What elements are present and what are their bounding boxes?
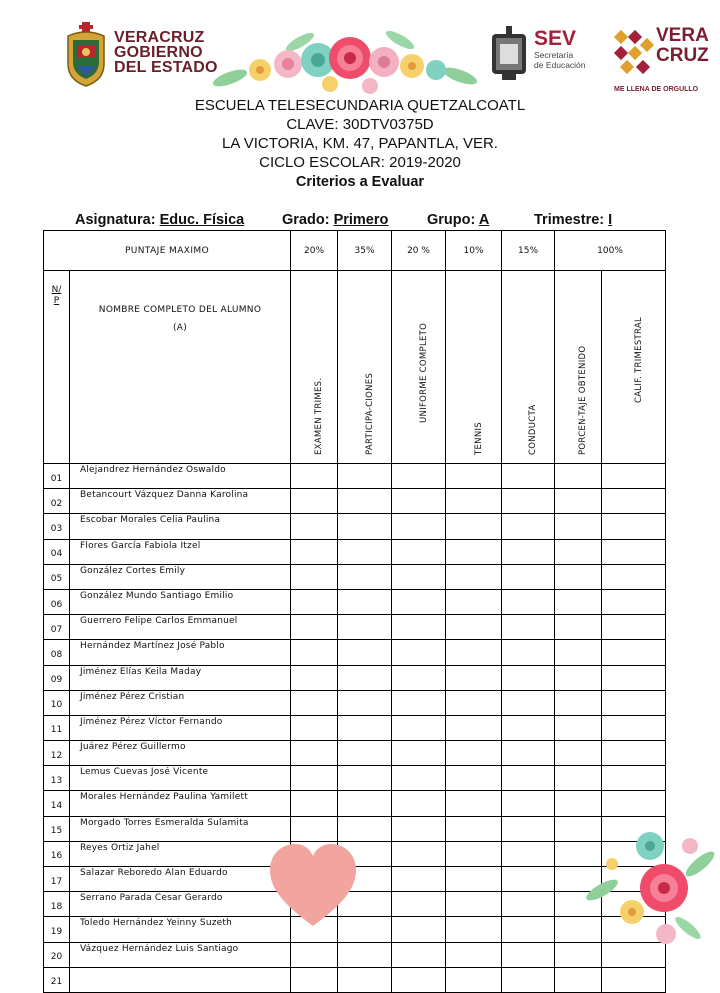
- grade-cell: [602, 766, 666, 791]
- student-number: 05: [44, 564, 70, 589]
- grade-cell: [602, 489, 666, 514]
- grade-cell: [338, 942, 392, 967]
- col-calificacion: CALIF. TRIMESTRAL: [602, 271, 666, 464]
- veracruz-pattern-icon: [612, 28, 656, 78]
- column-header-row: [44, 271, 666, 464]
- student-number: 17: [44, 867, 70, 892]
- government-logo-text: VERACRUZ GOBIERNO DEL ESTADO: [114, 29, 218, 76]
- grade-cell: [502, 539, 555, 564]
- student-number: 03: [44, 514, 70, 539]
- grade-cell: [338, 640, 392, 665]
- grade-cell: [446, 766, 502, 791]
- grade-cell: [291, 816, 338, 841]
- grade-cell: [555, 766, 602, 791]
- grade-cell: [602, 564, 666, 589]
- table-row: [44, 589, 666, 614]
- grade-cell: [338, 464, 392, 489]
- grade-cell: [392, 514, 446, 539]
- grade-cell: [502, 816, 555, 841]
- grade-cell: [555, 615, 602, 640]
- grade-cell: [502, 967, 555, 992]
- student-name: Hernández Martínez José Pablo: [70, 640, 291, 665]
- grade-cell: [446, 539, 502, 564]
- pct-tennis: 10%: [446, 231, 502, 271]
- table-row: [44, 967, 666, 992]
- table-row: [44, 665, 666, 690]
- grade-cell: [602, 741, 666, 766]
- grade-cell: [502, 917, 555, 942]
- grado-field: Grado: Primero: [282, 212, 389, 228]
- grade-cell: [338, 741, 392, 766]
- col-conducta: CONDUCTA: [502, 271, 555, 464]
- heart-icon: [266, 840, 360, 934]
- grade-cell: [392, 791, 446, 816]
- school-name: ESCUELA TELESECUNDARIA QUETZALCOATL: [194, 97, 526, 114]
- grade-cell: [338, 615, 392, 640]
- grade-cell: [392, 715, 446, 740]
- grade-cell: [392, 615, 446, 640]
- grade-cell: [555, 665, 602, 690]
- max-score-row: [44, 231, 666, 271]
- grade-cell: [602, 715, 666, 740]
- grade-cell: [446, 589, 502, 614]
- student-number: 08: [44, 640, 70, 665]
- grade-cell: [392, 841, 446, 866]
- sev-emblem-icon: [490, 24, 528, 82]
- table-row: [44, 715, 666, 740]
- col-porcentaje: PORCEN-TAJE OBTENIDO: [555, 271, 602, 464]
- grade-cell: [502, 489, 555, 514]
- grade-cell: [392, 967, 446, 992]
- grade-cell: [392, 564, 446, 589]
- school-address: LA VICTORIA, KM. 47, PAPANTLA, VER.: [222, 135, 498, 152]
- table-row: [44, 514, 666, 539]
- grade-cell: [392, 589, 446, 614]
- school-clave: CLAVE: 30DTV0375D: [286, 116, 434, 133]
- student-name: Jiménez Elías Keila Maday: [70, 665, 291, 690]
- student-number: 16: [44, 841, 70, 866]
- grade-cell: [446, 564, 502, 589]
- grade-cell: [392, 816, 446, 841]
- veracruz-logo-text: VERA CRUZ: [656, 25, 709, 66]
- flowers-decoration-icon: [210, 22, 482, 100]
- student-name: Morales Hernández Paulina Yamilett: [70, 791, 291, 816]
- asignatura-field: Asignatura: Educ. Física: [75, 212, 245, 228]
- veracruz-slogan: ME LLENA DE ORGULLO: [614, 86, 699, 93]
- grade-cell: [392, 665, 446, 690]
- col-participaciones: PARTICIPA-CIONES: [338, 271, 392, 464]
- grade-cell: [291, 791, 338, 816]
- grade-cell: [446, 892, 502, 917]
- grade-cell: [446, 967, 502, 992]
- grade-cell: [602, 967, 666, 992]
- grade-cell: [392, 942, 446, 967]
- grade-cell: [392, 464, 446, 489]
- student-number: 15: [44, 816, 70, 841]
- grade-cell: [392, 690, 446, 715]
- student-name: Juárez Pérez Guillermo: [70, 741, 291, 766]
- grade-cell: [291, 741, 338, 766]
- student-number: 18: [44, 892, 70, 917]
- grade-cell: [502, 766, 555, 791]
- grade-cell: [555, 539, 602, 564]
- student-name: Jiménez Pérez Víctor Fernando: [70, 715, 291, 740]
- grade-cell: [392, 489, 446, 514]
- grade-cell: [291, 942, 338, 967]
- grade-cell: [502, 589, 555, 614]
- max-score-label: PUNTAJE MAXIMO: [44, 231, 291, 271]
- student-name: Betancourt Vázquez Danna Karolina: [70, 489, 291, 514]
- student-number: 06: [44, 589, 70, 614]
- grade-cell: [291, 514, 338, 539]
- grade-cell: [338, 690, 392, 715]
- grupo-field: Grupo: A: [427, 212, 490, 228]
- student-number: 10: [44, 690, 70, 715]
- grade-cell: [392, 917, 446, 942]
- grade-cell: [602, 539, 666, 564]
- grade-cell: [338, 766, 392, 791]
- grade-cell: [446, 690, 502, 715]
- grade-cell: [555, 489, 602, 514]
- grade-cell: [392, 640, 446, 665]
- grade-cell: [392, 539, 446, 564]
- grade-cell: [291, 489, 338, 514]
- grade-cell: [446, 615, 502, 640]
- student-number: 20: [44, 942, 70, 967]
- grade-cell: [502, 464, 555, 489]
- grade-cell: [502, 942, 555, 967]
- pct-uniforme: 20 %: [392, 231, 446, 271]
- student-number: 13: [44, 766, 70, 791]
- grade-cell: [502, 791, 555, 816]
- grade-cell: [291, 967, 338, 992]
- grade-cell: [502, 640, 555, 665]
- student-number: 19: [44, 917, 70, 942]
- grade-cell: [502, 690, 555, 715]
- table-row: [44, 564, 666, 589]
- grade-cell: [446, 867, 502, 892]
- grade-cell: [291, 640, 338, 665]
- student-name: González Cortes Emily: [70, 564, 291, 589]
- student-name: Vázquez Hernández Luis Santiago: [70, 942, 291, 967]
- student-name: Flores García Fabiola Itzel: [70, 539, 291, 564]
- grade-cell: [338, 589, 392, 614]
- grade-cell: [602, 640, 666, 665]
- grade-cell: [446, 640, 502, 665]
- student-number: 02: [44, 489, 70, 514]
- grade-cell: [555, 967, 602, 992]
- grade-cell: [502, 892, 555, 917]
- sev-logo-text: SEV Secretaría de Educación: [534, 27, 586, 70]
- student-number: 14: [44, 791, 70, 816]
- school-cycle: CICLO ESCOLAR: 2019-2020: [259, 154, 461, 171]
- grade-cell: [338, 514, 392, 539]
- grade-cell: [502, 615, 555, 640]
- student-number: 21: [44, 967, 70, 992]
- student-number: 09: [44, 665, 70, 690]
- grade-cell: [555, 589, 602, 614]
- grade-cell: [291, 690, 338, 715]
- grade-cell: [446, 741, 502, 766]
- grade-cell: [338, 791, 392, 816]
- pct-total: 100%: [555, 231, 666, 271]
- grade-cell: [291, 539, 338, 564]
- table-row: [44, 640, 666, 665]
- student-name: Salazar Reboredo Alan Eduardo: [70, 867, 291, 892]
- grade-cell: [338, 715, 392, 740]
- grade-cell: [392, 766, 446, 791]
- grade-cell: [291, 564, 338, 589]
- grade-cell: [502, 564, 555, 589]
- grade-cell: [602, 665, 666, 690]
- pct-examen: 20%: [291, 231, 338, 271]
- grade-cell: [502, 715, 555, 740]
- grade-cell: [446, 791, 502, 816]
- student-name: Escobar Morales Celia Paulina: [70, 514, 291, 539]
- grade-cell: [555, 564, 602, 589]
- student-number: 01: [44, 464, 70, 489]
- grade-cell: [291, 715, 338, 740]
- grade-cell: [392, 867, 446, 892]
- grade-cell: [602, 514, 666, 539]
- grade-cell: [291, 766, 338, 791]
- grade-cell: [602, 615, 666, 640]
- grade-cell: [446, 489, 502, 514]
- grade-cell: [555, 514, 602, 539]
- grade-cell: [446, 464, 502, 489]
- grade-cell: [338, 665, 392, 690]
- grade-cell: [446, 917, 502, 942]
- grade-cell: [502, 514, 555, 539]
- grade-cell: [555, 741, 602, 766]
- col-uniforme: UNIFORME COMPLETO: [392, 271, 446, 464]
- grade-cell: [291, 615, 338, 640]
- grade-cell: [446, 715, 502, 740]
- col-examen: EXAMEN TRIMES.: [291, 271, 338, 464]
- student-name: [70, 967, 291, 992]
- student-number: 11: [44, 715, 70, 740]
- table-row: [44, 690, 666, 715]
- pct-conducta: 15%: [502, 231, 555, 271]
- grade-cell: [555, 791, 602, 816]
- table-row: [44, 766, 666, 791]
- student-name: González Mundo Santiago Emilio: [70, 589, 291, 614]
- student-name: Reyes Ortiz Jahel: [70, 841, 291, 866]
- table-row: [44, 615, 666, 640]
- grade-cell: [555, 690, 602, 715]
- flowers-corner-icon: [582, 824, 720, 954]
- veracruz-shield-icon: [64, 22, 108, 88]
- student-name: Serrano Parada Cesar Gerardo: [70, 892, 291, 917]
- grade-cell: [555, 464, 602, 489]
- grade-cell: [392, 892, 446, 917]
- grade-cell: [392, 741, 446, 766]
- student-name: Alejandrez Hernández Oswaldo: [70, 464, 291, 489]
- grade-cell: [602, 791, 666, 816]
- table-row: [44, 816, 666, 841]
- grade-cell: [338, 564, 392, 589]
- grade-cell: [338, 489, 392, 514]
- grade-cell: [446, 816, 502, 841]
- grade-cell: [555, 640, 602, 665]
- student-number: 12: [44, 741, 70, 766]
- np-header: N/ P: [44, 271, 70, 464]
- student-number: 04: [44, 539, 70, 564]
- name-header: NOMBRE COMPLETO DEL ALUMNO (A): [70, 271, 291, 464]
- grade-cell: [602, 464, 666, 489]
- grade-cell: [502, 867, 555, 892]
- student-name: Jiménez Pérez Cristian: [70, 690, 291, 715]
- student-name: Lemus Cuevas José Vicente: [70, 766, 291, 791]
- grade-cell: [446, 841, 502, 866]
- grade-cell: [555, 715, 602, 740]
- grade-cell: [291, 589, 338, 614]
- table-row: [44, 791, 666, 816]
- grade-cell: [338, 967, 392, 992]
- grade-cell: [502, 741, 555, 766]
- table-row: [44, 741, 666, 766]
- grade-cell: [602, 690, 666, 715]
- grade-cell: [446, 942, 502, 967]
- grade-cell: [446, 514, 502, 539]
- col-tennis: TENNIS: [446, 271, 502, 464]
- pct-participaciones: 35%: [338, 231, 392, 271]
- grade-cell: [291, 665, 338, 690]
- table-row: [44, 464, 666, 489]
- grade-cell: [338, 816, 392, 841]
- student-name: Guerrero Felipe Carlos Emmanuel: [70, 615, 291, 640]
- table-row: [44, 489, 666, 514]
- grade-cell: [338, 539, 392, 564]
- grade-cell: [602, 589, 666, 614]
- table-row: [44, 539, 666, 564]
- grade-cell: [446, 665, 502, 690]
- grade-cell: [291, 464, 338, 489]
- criteria-title: Criterios a Evaluar: [295, 174, 425, 190]
- student-name: Morgado Torres Esmeralda Sulamita: [70, 816, 291, 841]
- grade-cell: [502, 841, 555, 866]
- trimestre-field: Trimestre: I: [534, 212, 613, 228]
- grade-cell: [502, 665, 555, 690]
- student-name: Toledo Hernández Yeinny Suzeth: [70, 917, 291, 942]
- student-number: 07: [44, 615, 70, 640]
- table-row: [44, 942, 666, 967]
